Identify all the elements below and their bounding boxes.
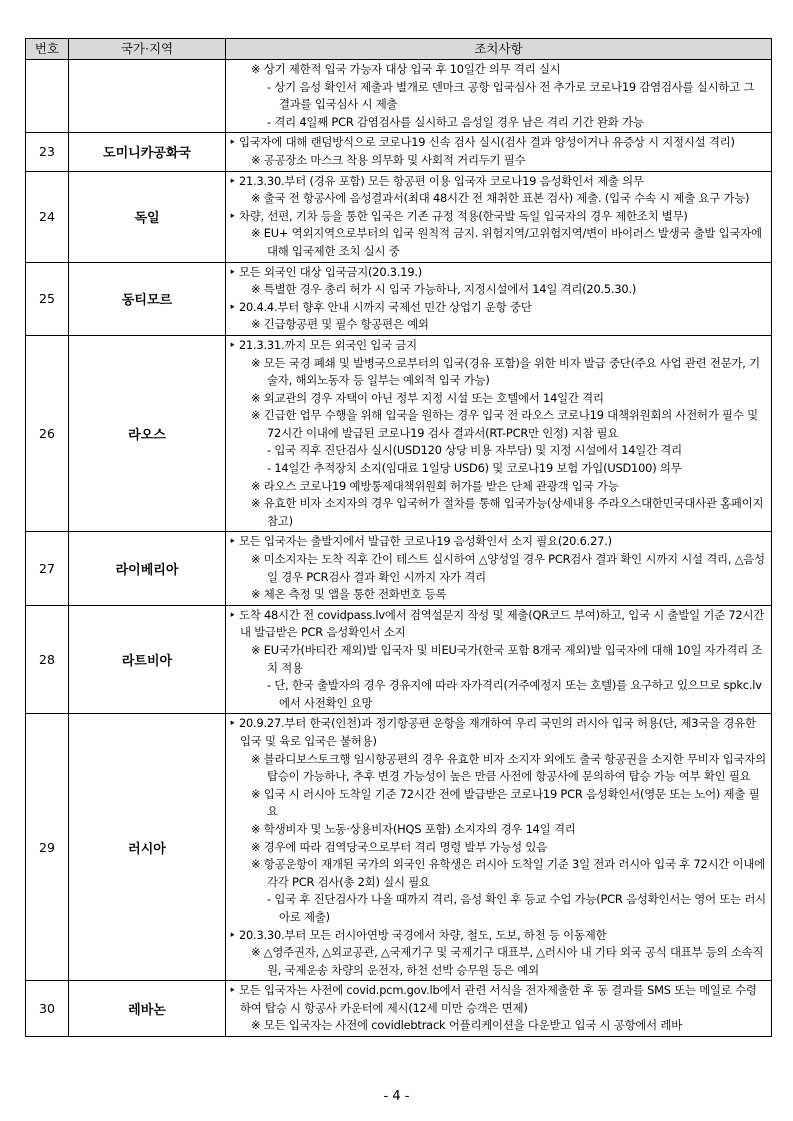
page-number: - 4 - — [383, 1089, 410, 1104]
measures-cell — [226, 335, 772, 532]
country-name: 라이베리아 — [69, 532, 226, 605]
measure-note: ※ 긴급한 업무 수행을 위해 입국을 원하는 경우 입국 전 라오스 코로나19 대책위원회의 사전허가 필수 및 72시간 이내에 발급된 코로나19 검사 결과서(RT-PCR만 인정) 지참 필요 — [251, 408, 758, 440]
table-row — [26, 714, 772, 981]
measure-item: ‣ 모든 입국자는 출발지에서 발급한 코로나19 음성확인서 소지 필요(20.6.27.) — [229, 534, 612, 549]
row-number: 30 — [26, 981, 69, 1037]
measures-cell — [226, 714, 772, 981]
table-header-row — [26, 39, 772, 60]
country-name: 독일 — [69, 171, 226, 262]
country-name: 러시아 — [69, 714, 226, 981]
country-name: 라오스 — [69, 335, 226, 532]
measure-item: ‣ 20.3.30.부터 모든 러시아연방 국경에서 차량, 철도, 도보, 하천 등 이동제한 — [229, 927, 607, 942]
table-row-continued — [26, 60, 772, 133]
measure-note: ※ 모든 국경 폐쇄 및 발병국으로부터의 입국(경유 포함)을 위한 비자 발급 중단(주요 사업 관련 전문가, 기술자, 해외노동자 등 일부는 예외적 입국 가능) — [251, 355, 760, 388]
document-page — [25, 38, 771, 1037]
measure-note: ※ 특별한 경우 총리 허가 시 입국 가능하나, 지정시설에서 14일 격리(20.5.30.) — [251, 282, 637, 297]
country-name: 라트비아 — [69, 605, 226, 714]
measures-cell — [226, 60, 772, 133]
table-row — [26, 605, 772, 714]
measures-cell — [226, 605, 772, 714]
measure-item: ‣ 도착 48시간 전 covidpass.lv에서 검역설문지 작성 및 제출(QR코드 부여)하고, 입국 시 출발일 기준 72시간내 발급받은 PCR 음성확인서 소지 — [229, 607, 765, 640]
measure-item: ‣ 입국자에 대해 랜덤방식으로 코로나19 신속 검사 실시(검사 결과 양성이거나 유증상 시 지정시설 격리) — [229, 135, 735, 150]
measure-note: ※ EU+ 역외지역으로부터의 입국 원칙적 금지. 위험지역/고위험지역/변이 바이러스 발생국 출발 입국자에 대해 입국제한 조치 실시 중 — [251, 226, 762, 258]
header-number: 번호 — [26, 39, 69, 60]
measure-detail: - 단, 한국 출발자의 경우 경유지에 따라 자가격리(거주예정지 또는 호텔)를 요구하고 있으므로 spkc.lv에서 사전확인 요망 — [267, 678, 762, 710]
measure-note: ※ 미소지자는 도착 직후 간이 테스트 실시하여 △양성일 경우 PCR검사 결과 확인 시까지 시설 격리, △음성일 경우 PCR검사 결과 확인 시까지 자가 격리 — [251, 552, 765, 584]
row-number: 28 — [26, 605, 69, 714]
measure-item: ‣ 21.3.31.까지 모든 외국인 입국 금지 — [229, 337, 417, 352]
table-row — [26, 981, 772, 1037]
measure-note: ※ 상기 제한적 입국 가능자 대상 입국 후 10일간 의무 격리 실시 — [251, 62, 561, 76]
measures-cell — [226, 532, 772, 605]
row-number: 24 — [26, 171, 69, 262]
measure-note: ※ 라오스 코로나19 예방통제대책위원회 허가를 받은 단체 관광객 입국 가능 — [251, 478, 619, 493]
measure-item: ‣ 21.3.30.부터 (경유 포함) 모든 항공편 이용 입국자 코로나19 음성확인서 제출 의무 — [229, 173, 644, 188]
measures-table — [25, 38, 772, 1037]
measure-detail: - 14일간 추적장치 소지(임대료 1일당 USD6) 및 코로나19 보험 가입(USD100) 의무 — [267, 461, 682, 476]
measure-detail: - 격리 4일째 PCR 감염검사를 실시하고 음성일 경우 남은 격리 기간 완화 가능 — [267, 114, 644, 129]
table-row — [26, 335, 772, 532]
measure-note: ※ 외교관의 경우 자택이 아닌 정부 지정 시설 또는 호텔에서 14일간 격리 — [251, 390, 604, 405]
measure-note: ※ 공공장소 마스크 착용 의무화 및 사회적 거리두기 필수 — [251, 152, 526, 167]
measure-note: ※ 학생비자 및 노동·상용비자(HQS 포함) 소지자의 경우 14일 격리 — [251, 821, 576, 836]
measures-cell — [226, 981, 772, 1037]
measure-note: ※ 긴급항공편 및 필수 항공편은 예외 — [251, 317, 429, 332]
country-cell — [69, 60, 226, 133]
measure-item: ‣ 모든 입국자는 사전에 covid.pcm.gov.lb에서 관련 서식을 전자제출한 후 동 결과를 SMS 또는 메일로 수령하여 탑승 시 항공사 카운터에 제시(12세 미만 승객은 면제) — [229, 983, 757, 1015]
measures-cell — [226, 262, 772, 335]
measure-item: ‣ 모든 외국인 대상 입국금지(20.3.19.) — [229, 264, 423, 279]
measure-item: ‣ 차량, 선편, 기차 등을 통한 입국은 기존 규정 적용(한국발 독일 입국자의 경우 제한조치 별무) — [229, 208, 688, 223]
measure-note: ※ 경우에 따라 검역당국으로부터 격리 명령 발부 가능성 있음 — [251, 839, 547, 854]
row-number: 23 — [26, 133, 69, 171]
measure-note: ※ 유효한 비자 소지자의 경우 입국허가 절차를 통해 입국가능(상세내용 주라오스대한민국대사관 홈페이지 참고) — [251, 496, 764, 528]
country-name: 동티모르 — [69, 262, 226, 335]
number-cell — [26, 60, 69, 133]
measure-note: ※ 입국 시 러시아 도착일 기준 72시간 전에 발급받은 코로나19 PCR 음성확인서(영문 또는 노어) 제출 필요 — [251, 786, 760, 819]
country-name: 레바논 — [69, 981, 226, 1037]
measures-cell — [226, 133, 772, 171]
measures-cell — [226, 171, 772, 262]
measure-note: ※ 모든 입국자는 사전에 covidlebtrack 어플리케이션을 다운받고 입국 시 공항에서 레바 — [251, 1018, 683, 1033]
row-number: 25 — [26, 262, 69, 335]
table-row — [26, 532, 772, 605]
measure-item: ‣ 20.4.4.부터 향후 안내 시까지 국제선 민간 상업기 운항 중단 — [229, 299, 532, 314]
row-number: 27 — [26, 532, 69, 605]
measure-note: ※ EU국가(바티칸 제외)발 입국자 및 비EU국가(한국 포함 8개국 제외)발 입국자에 대해 10일 자가격리 조치 적용 — [251, 643, 763, 675]
measure-item: ‣ 20.9.27.부터 한국(인천)과 정기항공편 운항을 재개하여 우리 국민의 러시아 입국 허용(단, 제3국을 경유한 입국 및 육로 입국은 불허용) — [229, 716, 756, 748]
measure-note: ※ △영주권자, △외교공관, △국제기구 및 국제기구 대표부, △러시아 내 기타 외국 공식 대표부 등의 소속직원, 국제운송 차량의 운전자, 하천 선박 승무원 등은 예외 — [251, 945, 764, 977]
measure-note: ※ 체온 측정 및 앱을 통한 전화번호 등록 — [251, 587, 447, 602]
row-number: 29 — [26, 714, 69, 981]
measure-detail: - 입국 직후 진단검사 실시(USD120 상당 비용 자부담) 및 지정 시설에서 14일간 격리 — [267, 443, 682, 458]
measure-detail: - 입국 후 진단검사가 나올 때까지 격리, 음성 확인 후 등교 수업 가능(PCR 음성확인서는 영어 또는 러시아로 제출) — [267, 892, 766, 924]
row-number: 26 — [26, 335, 69, 532]
measure-note: ※ 항공운항이 재개된 국가의 외국인 유학생은 러시아 도착일 기준 3일 전과 러시아 입국 후 72시간 이내에 각각 PCR 검사(총 2회) 실시 필요 — [251, 857, 765, 889]
table-row — [26, 262, 772, 335]
country-name: 도미니카공화국 — [69, 133, 226, 171]
table-row — [26, 171, 772, 262]
measure-note: ※ 출국 전 항공사에 음성결과서(최대 48시간 전 채취한 표본 검사) 제출. (입국 수속 시 제출 요구 가능) — [251, 191, 750, 206]
header-measures: 조치사항 — [226, 39, 772, 60]
measure-detail: - 상기 음성 확인서 제출과 별개로 덴마크 공항 입국심사 전 추가로 코로나19 감염검사를 실시하고 그 결과를 입국심사 시 제출 — [267, 79, 755, 112]
table-row — [26, 133, 772, 171]
header-country: 국가·지역 — [69, 39, 226, 60]
measure-note: ※ 블라디보스토크행 임시항공편의 경우 유효한 비자 소지자 외에도 출국 항공권을 소지한 무비자 입국자의 탑승이 가능하나, 추후 변경 가능성이 높은 만큼 사전에 항공사에 문의하여 탑승 가능 여부 확인 필요 — [251, 751, 766, 784]
